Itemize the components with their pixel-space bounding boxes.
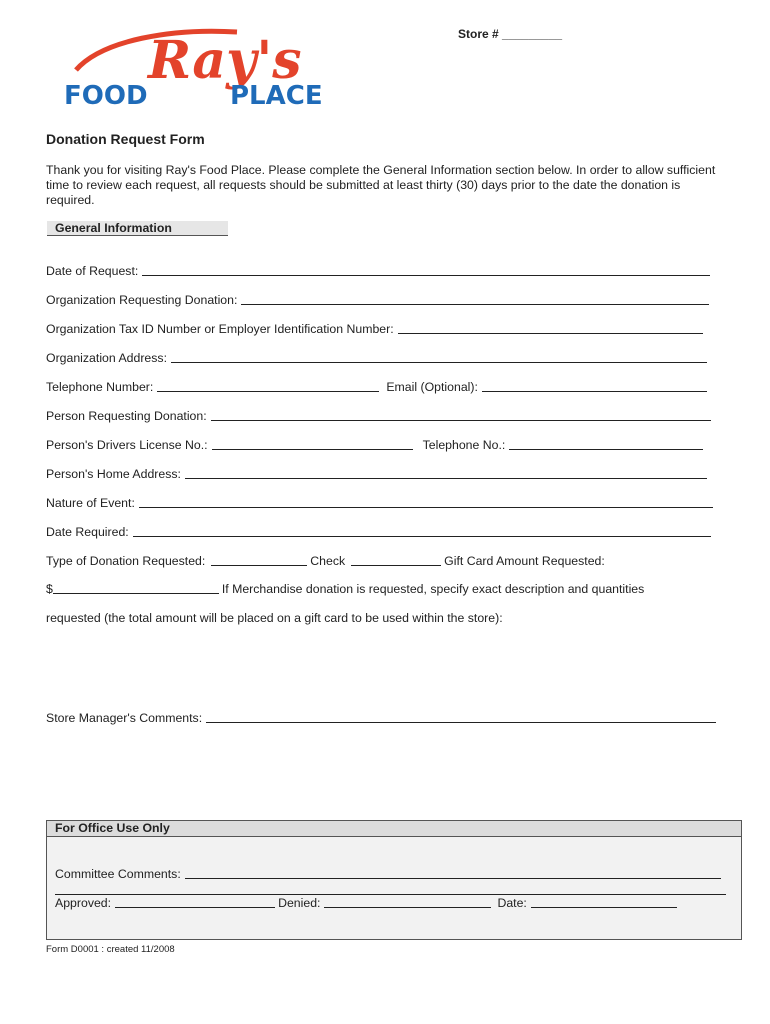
manager-comments-field[interactable] <box>206 721 716 723</box>
committee-comments-field[interactable] <box>185 877 721 879</box>
date-label: Date: <box>497 896 527 910</box>
drivers-license-label: Person's Drivers License No.: <box>46 438 208 452</box>
donation-type-label: Type of Donation Requested: <box>46 554 206 568</box>
form-id-footer: Form D0001 : created 11/2008 <box>46 944 175 955</box>
gift-card-amount-field[interactable] <box>53 592 219 594</box>
intro-paragraph: Thank you for visiting Ray's Food Place. Please complete the General Information section below. In order to allow sufficient time to review each request, all requests should be submitted at least thirty (30) days prior to the date the donation is required. <box>46 163 716 207</box>
logo-place-text: PLACE <box>230 81 323 111</box>
organization-field[interactable] <box>241 303 709 305</box>
logo-food-text: FOOD <box>64 81 148 111</box>
org-address-row <box>46 351 710 365</box>
telephone-field[interactable] <box>157 390 379 392</box>
person-telephone-field[interactable] <box>509 448 703 450</box>
committee-comments-line-2[interactable] <box>55 894 726 895</box>
organization-label: Organization Requesting Donation: <box>46 293 238 307</box>
nature-of-event-row <box>46 496 716 510</box>
person-requesting-row <box>46 409 714 423</box>
approval-row <box>55 896 680 910</box>
org-address-label: Organization Address: <box>46 351 167 365</box>
organization-row <box>46 293 712 307</box>
rays-food-place-logo <box>62 22 334 112</box>
approved-field[interactable] <box>115 906 275 908</box>
merchandise-cont-label: requested (the total amount will be placed on a gift card to be used within the store): <box>46 611 503 625</box>
manager-comments-row <box>46 711 719 725</box>
date-required-row <box>46 525 714 539</box>
form-title: Donation Request Form <box>46 131 205 147</box>
tax-id-field[interactable] <box>398 332 703 334</box>
telephone-row <box>46 380 710 394</box>
date-required-label: Date Required: <box>46 525 129 539</box>
check-field[interactable] <box>351 564 441 566</box>
tax-id-row <box>46 322 706 336</box>
email-field[interactable] <box>482 390 707 392</box>
committee-comments-row <box>55 867 724 881</box>
home-address-field[interactable] <box>185 477 707 479</box>
person-telephone-label: Telephone No.: <box>422 438 506 452</box>
date-of-request-row <box>46 264 713 278</box>
approved-label: Approved: <box>55 896 112 910</box>
date-of-request-label: Date of Request: <box>46 264 139 278</box>
donation-type-field[interactable] <box>211 564 307 566</box>
gift-card-label: Gift Card Amount Requested: <box>444 554 605 568</box>
tax-id-label: Organization Tax ID Number or Employer Identification Number: <box>46 322 394 336</box>
manager-comments-label: Store Manager's Comments: <box>46 711 203 725</box>
merchandise-label: If Merchandise donation is requested, specify exact description and quantities <box>221 582 645 596</box>
denied-label: Denied: <box>278 896 321 910</box>
general-information-heading: General Information <box>47 221 228 236</box>
person-requesting-label: Person Requesting Donation: <box>46 409 207 423</box>
drivers-license-field[interactable] <box>212 448 413 450</box>
office-use-box <box>46 820 742 940</box>
org-address-field[interactable] <box>171 361 707 363</box>
date-field[interactable] <box>531 906 677 908</box>
home-address-row <box>46 467 710 481</box>
date-of-request-field[interactable] <box>142 274 710 276</box>
committee-comments-label: Committee Comments: <box>55 867 181 881</box>
dollar-sign: $ <box>46 582 53 596</box>
person-requesting-field[interactable] <box>211 419 711 421</box>
dollar-row <box>46 582 644 596</box>
home-address-label: Person's Home Address: <box>46 467 181 481</box>
nature-of-event-field[interactable] <box>139 506 713 508</box>
date-required-field[interactable] <box>133 535 711 537</box>
denied-field[interactable] <box>324 906 491 908</box>
nature-of-event-label: Nature of Event: <box>46 496 135 510</box>
merchandise-cont-row <box>46 611 503 625</box>
check-label: Check <box>310 554 346 568</box>
store-number-label: Store # _________ <box>458 27 563 41</box>
logo-script-text: Ray's <box>148 30 302 91</box>
donation-type-row <box>46 554 605 568</box>
drivers-license-row <box>46 438 706 452</box>
telephone-label: Telephone Number: <box>46 380 154 394</box>
email-label: Email (Optional): <box>386 380 478 394</box>
office-use-heading: For Office Use Only <box>47 821 741 837</box>
